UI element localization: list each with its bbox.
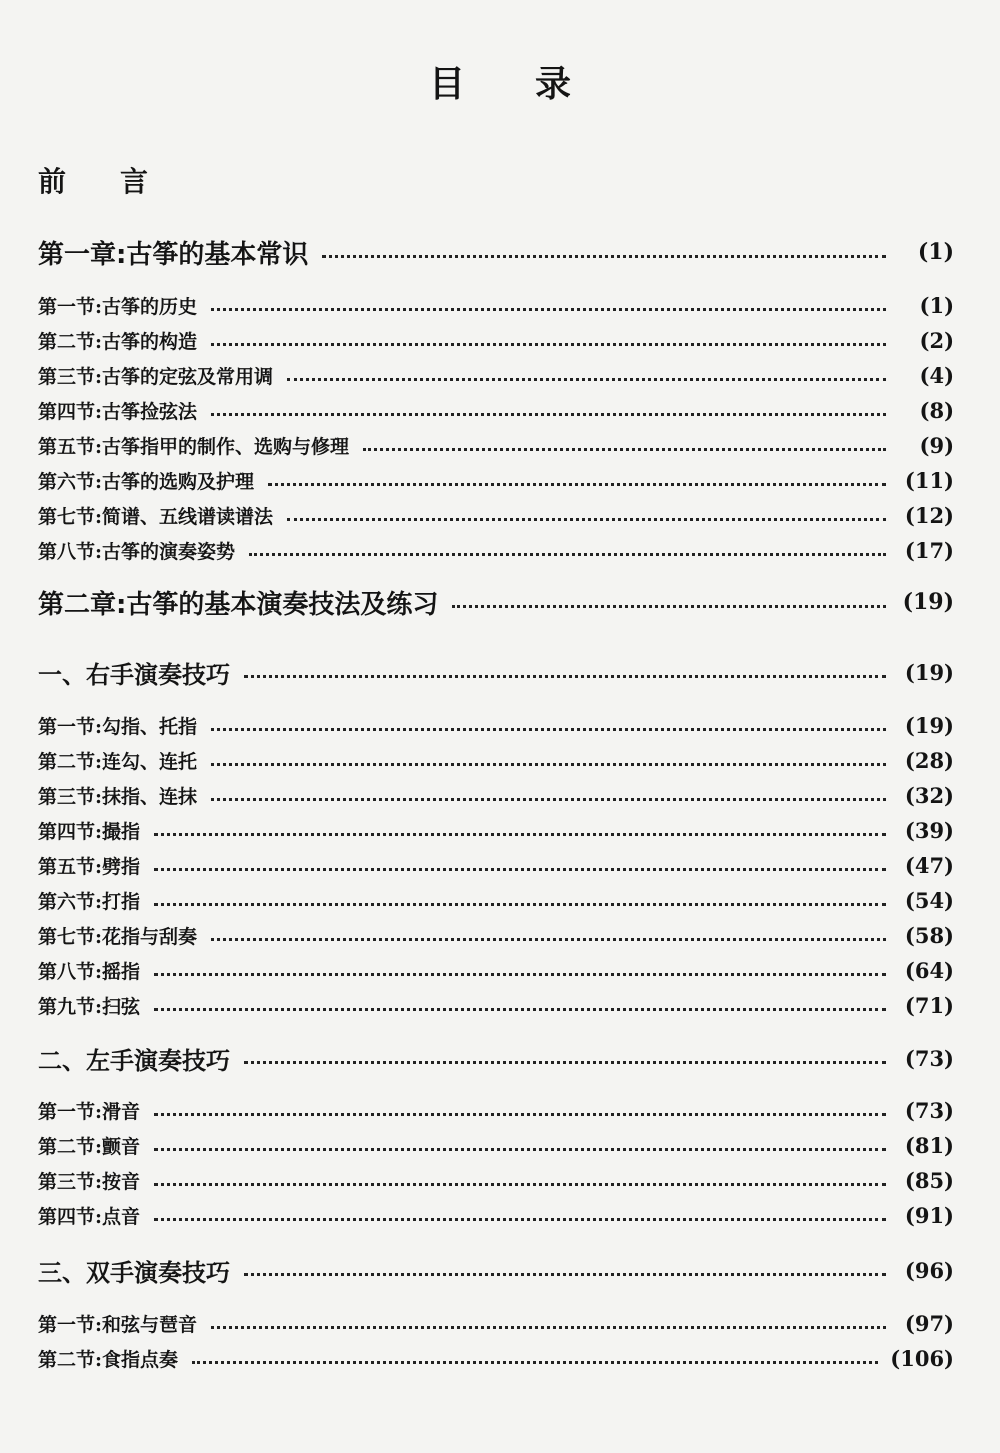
toc-entry-label: 第三节:按音 xyxy=(38,1170,141,1193)
toc-entry-section xyxy=(38,1130,954,1160)
toc-entry-page: (97) xyxy=(904,1310,954,1336)
preface-heading xyxy=(38,162,148,202)
toc-entry-section xyxy=(38,465,954,495)
toc-entry-section xyxy=(38,430,954,460)
toc-entry-chapter xyxy=(38,232,954,272)
toc-entry-page: (12) xyxy=(904,502,954,528)
toc-entry-label: 第一节:古筝的历史 xyxy=(38,295,198,318)
toc-entry-section xyxy=(38,850,954,880)
toc-entry-page: (71) xyxy=(904,992,954,1018)
toc-entry-page: (81) xyxy=(904,1132,954,1158)
toc-entry-label: 三、双手演奏技巧 xyxy=(38,1258,230,1287)
toc-entry-page: (4) xyxy=(919,362,954,388)
preface-char-2: 言 xyxy=(120,165,149,198)
toc-entry-page: (19) xyxy=(902,589,954,615)
toc-entry-section xyxy=(38,1095,954,1125)
toc-entry-page: (96) xyxy=(904,1257,954,1283)
dot-leader xyxy=(154,1113,886,1116)
toc-entry-label: 第一章:古筝的基本常识 xyxy=(38,239,309,270)
toc-entry-label: 第二节:颤音 xyxy=(38,1135,141,1158)
toc-entry-label: 第六节:打指 xyxy=(38,890,141,913)
dot-leader xyxy=(211,413,886,416)
toc-entry-page: (47) xyxy=(904,852,954,878)
toc-entry-page: (11) xyxy=(904,467,954,493)
dot-leader xyxy=(268,483,886,486)
toc-entry-section xyxy=(38,815,954,845)
dot-leader xyxy=(211,798,886,801)
toc-entry-label: 第四节:点音 xyxy=(38,1205,141,1228)
toc-entry-section xyxy=(38,1343,954,1373)
toc-entry-label: 第二节:古筝的构造 xyxy=(38,330,198,353)
dot-leader xyxy=(287,518,886,521)
toc-entry-label: 第五节:古筝指甲的制作、选购与修理 xyxy=(38,435,350,458)
dot-leader xyxy=(249,553,886,556)
toc-entry-label: 第七节:简谱、五线谱读谱法 xyxy=(38,505,274,528)
dot-leader xyxy=(244,675,886,678)
title-char-1: 目 xyxy=(428,64,465,105)
toc-entry-label: 第四节:古筝捡弦法 xyxy=(38,400,198,423)
dot-leader xyxy=(154,1218,886,1221)
toc-entry-section xyxy=(38,1200,954,1230)
dot-leader xyxy=(211,308,886,311)
toc-entry-label: 第二章:古筝的基本演奏技法及练习 xyxy=(38,589,439,620)
toc-entry-section xyxy=(38,710,954,740)
toc-entry-label: 一、右手演奏技巧 xyxy=(38,660,230,689)
toc-entry-label: 第八节:摇指 xyxy=(38,960,141,983)
toc-entry-label: 第三节:抹指、连抹 xyxy=(38,785,198,808)
toc-entry-section xyxy=(38,535,954,565)
page-title xyxy=(0,60,1000,110)
dot-leader xyxy=(211,1326,886,1329)
toc-entry-label: 第五节:劈指 xyxy=(38,855,141,878)
toc-entry-label: 第一节:勾指、托指 xyxy=(38,715,198,738)
toc-entry-page: (28) xyxy=(904,747,954,773)
toc-entry-section xyxy=(38,990,954,1020)
toc-entry-section xyxy=(38,780,954,810)
toc-entry-page: (106) xyxy=(890,1345,954,1371)
toc-entry-page: (64) xyxy=(904,957,954,983)
toc-entry-label: 第九节:扫弦 xyxy=(38,995,141,1018)
toc-entry-section xyxy=(38,955,954,985)
dot-leader xyxy=(244,1061,886,1064)
toc-entry-page: (73) xyxy=(904,1045,954,1071)
toc-entry-label: 第六节:古筝的选购及护理 xyxy=(38,470,255,493)
toc-entry-section xyxy=(38,395,954,425)
toc-entry-page: (1) xyxy=(919,292,954,318)
toc-entry-section xyxy=(38,745,954,775)
toc-entry-section xyxy=(38,360,954,390)
dot-leader xyxy=(154,1148,886,1151)
dot-leader xyxy=(452,605,886,608)
toc-entry-label: 第一节:和弦与琶音 xyxy=(38,1313,198,1336)
dot-leader xyxy=(322,255,886,258)
toc-entry-section xyxy=(38,290,954,320)
dot-leader xyxy=(211,938,886,941)
dot-leader xyxy=(154,1183,886,1186)
toc-entry-page: (9) xyxy=(919,432,954,458)
toc-entry-section xyxy=(38,325,954,355)
dot-leader xyxy=(154,1008,886,1011)
dot-leader xyxy=(244,1273,886,1276)
toc-entry-label: 第四节:撮指 xyxy=(38,820,141,843)
toc-entry-label: 第一节:滑音 xyxy=(38,1100,141,1123)
toc-entry-page: (39) xyxy=(904,817,954,843)
dot-leader xyxy=(154,833,886,836)
dot-leader xyxy=(154,868,886,871)
dot-leader xyxy=(192,1361,878,1364)
toc-entry-label: 第二节:食指点奏 xyxy=(38,1348,179,1371)
toc-entry-page: (58) xyxy=(904,922,954,948)
toc-entry-page: (32) xyxy=(904,782,954,808)
toc-entry-section xyxy=(38,1165,954,1195)
toc-entry-chapter xyxy=(38,582,954,622)
toc-entry-label: 第七节:花指与刮奏 xyxy=(38,925,198,948)
toc-entry-part xyxy=(38,654,954,690)
toc-entry-page: (17) xyxy=(904,537,954,563)
toc-entry-page: (54) xyxy=(904,887,954,913)
toc-entry-section xyxy=(38,500,954,530)
dot-leader xyxy=(363,448,886,451)
toc-entry-section xyxy=(38,1308,954,1338)
toc-entry-label: 第三节:古筝的定弦及常用调 xyxy=(38,365,274,388)
toc-entry-page: (8) xyxy=(919,397,954,423)
toc-entry-page: (85) xyxy=(904,1167,954,1193)
toc-entry-section xyxy=(38,920,954,950)
title-char-2: 录 xyxy=(535,64,572,105)
dot-leader xyxy=(154,903,886,906)
toc-entry-part xyxy=(38,1040,954,1076)
dot-leader xyxy=(287,378,886,381)
dot-leader xyxy=(211,343,886,346)
preface-char-1: 前 xyxy=(38,165,67,198)
toc-entry-section xyxy=(38,885,954,915)
toc-entry-page: (1) xyxy=(917,239,954,265)
toc-entry-page: (73) xyxy=(904,1097,954,1123)
toc-entry-page: (19) xyxy=(904,659,954,685)
dot-leader xyxy=(154,973,886,976)
toc-entry-page: (19) xyxy=(904,712,954,738)
toc-entry-label: 第八节:古筝的演奏姿势 xyxy=(38,540,236,563)
toc-entry-label: 二、左手演奏技巧 xyxy=(38,1046,230,1075)
toc-entry-part xyxy=(38,1252,954,1288)
toc-entry-label: 第二节:连勾、连托 xyxy=(38,750,198,773)
dot-leader xyxy=(211,763,886,766)
dot-leader xyxy=(211,728,886,731)
toc-entry-page: (91) xyxy=(904,1202,954,1228)
toc-entry-page: (2) xyxy=(919,327,954,353)
